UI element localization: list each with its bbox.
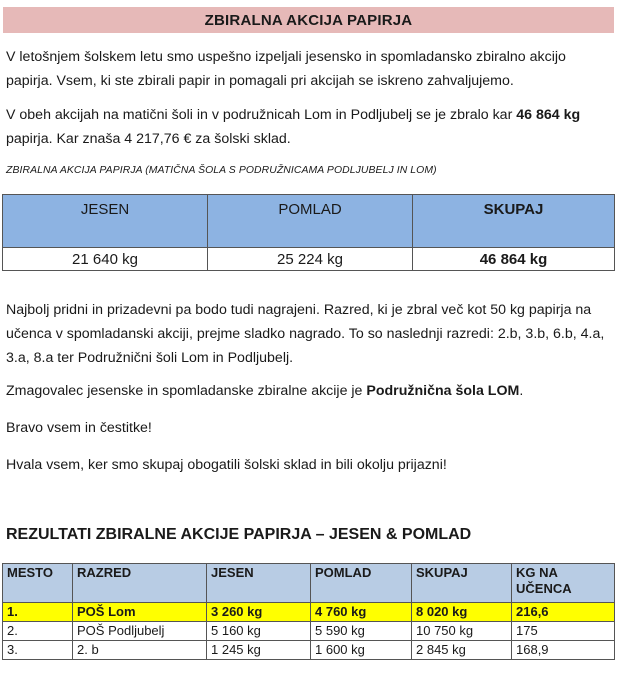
cell-kg-na-ucenca: 168,9: [512, 641, 615, 660]
intro-paragraph-1: V letošnjem šolskem letu smo uspešno izpeljali jesensko in spomladansko zbiralno akcijo papirja. Vsem, ki ste zbirali papir in pomagali pri akcijah se iskreno zahvaljujemo.: [6, 49, 566, 89]
summary-value-pomlad: 25 224 kg: [208, 248, 413, 271]
body-paragraph-rewards: Najbolj pridni in prizadevni pa bodo tudi nagrajeni. Razred, ki je zbral več kot 50 kg papirja na učenca v spomladanski akciji, prejme sladko nagrado. To so naslednji razredi: 2.b, 3.b, 6.b, 4.a, 3.a, 8.a ter Podružnični šoli Lom in Podljubelj.: [6, 302, 605, 366]
cell-jesen: 3 260 kg: [207, 603, 311, 622]
results-header-razred: RAZRED: [73, 564, 207, 603]
results-header-skupaj: SKUPAJ: [412, 564, 512, 603]
results-header-kg-na-ucenca: KG NA UČENCA: [512, 564, 615, 603]
summary-value-skupaj: 46 864 kg: [413, 248, 615, 271]
summary-value-jesen: 21 640 kg: [3, 248, 208, 271]
cell-skupaj: 8 020 kg: [412, 603, 512, 622]
cell-jesen: 1 245 kg: [207, 641, 311, 660]
cell-pomlad: 4 760 kg: [311, 603, 412, 622]
results-header-row: [3, 564, 615, 603]
summary-value-row: [3, 248, 615, 271]
winner-name: Podružnična šola LOM: [366, 383, 520, 399]
body-paragraph-thanks: Hvala vsem, ker smo skupaj obogatili šolski sklad in bili okolju prijazni!: [6, 457, 447, 473]
results-table: [2, 563, 615, 660]
cell-pomlad: 1 600 kg: [311, 641, 412, 660]
cell-razred: POŠ Podljubelj: [73, 622, 207, 641]
winner-text-end: .: [519, 383, 524, 399]
winner-text-start: Zmagovalec jesenske in spomladanske zbiralne akcije je: [6, 383, 367, 399]
results-header-mesto: MESTO: [3, 564, 73, 603]
cell-jesen: 5 160 kg: [207, 622, 311, 641]
table-row: [3, 622, 615, 641]
summary-header-jesen: JESEN: [3, 195, 208, 248]
cell-kg-na-ucenca: 216,6: [512, 603, 615, 622]
table-row: [3, 641, 615, 660]
summary-header-skupaj: SKUPAJ: [413, 195, 615, 248]
results-heading: REZULTATI ZBIRALNE AKCIJE PAPIRJA – JESEN & POMLAD: [6, 526, 472, 543]
results-header-pomlad: POMLAD: [311, 564, 412, 603]
document-title-text: ZBIRALNA AKCIJA PAPIRJA: [204, 11, 413, 29]
cell-mesto: 1.: [3, 603, 73, 622]
body-paragraph-bravo: Bravo vsem in čestitke!: [6, 420, 152, 436]
cell-razred: 2. b: [73, 641, 207, 660]
cell-skupaj: 10 750 kg: [412, 622, 512, 641]
summary-caption: ZBIRALNA AKCIJA PAPIRJA (MATIČNA ŠOLA S PODRUŽNICAMA PODLJUBELJ IN LOM): [6, 165, 437, 176]
cell-mesto: 2.: [3, 622, 73, 641]
cell-kg-na-ucenca: 175: [512, 622, 615, 641]
document-title: [3, 7, 614, 33]
cell-mesto: 3.: [3, 641, 73, 660]
cell-skupaj: 2 845 kg: [412, 641, 512, 660]
summary-table: [2, 194, 615, 271]
intro-paragraph-2: [6, 103, 612, 151]
table-row: [3, 603, 615, 622]
total-kg-highlight: 46 864 kg: [516, 107, 581, 123]
summary-header-pomlad: POMLAD: [208, 195, 413, 248]
intro-p2-text-end: papirja. Kar znaša 4 217,76 € za šolski sklad.: [6, 131, 291, 147]
intro-p2-text-start: V obeh akcijah na matični šoli in v podružnicah Lom in Podljubelj se je zbralo kar: [6, 107, 517, 123]
body-paragraph-winner: [6, 379, 612, 403]
cell-razred: POŠ Lom: [73, 603, 207, 622]
results-header-jesen: JESEN: [207, 564, 311, 603]
summary-header-row: [3, 195, 615, 248]
cell-pomlad: 5 590 kg: [311, 622, 412, 641]
